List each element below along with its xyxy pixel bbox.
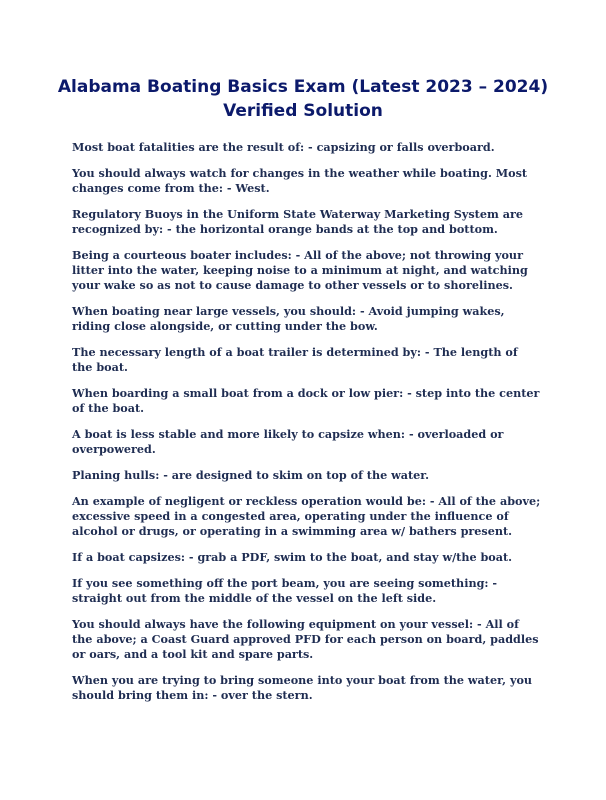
title-line-1: Alabama Boating Basics Exam (Latest 2023 – 2024) [57,77,549,97]
question-answer-item: If a boat capsizes: - grab a PDF, swim to the boat, and stay w/the boat. [72,550,513,564]
title-line-2: Verified Solution [223,101,383,121]
document-title [40,75,566,123]
question-answer-item: Being a courteous boater includes: - All of the above; not throwing your litter into the water, keeping noise to a minimum at night, and watching your wake so as not to cause damage to other vessels or to shorelines. [72,248,528,292]
question-answer-item: The necessary length of a boat trailer is determined by: - The length of the boat. [72,345,518,374]
question-answer-list [72,140,542,714]
question-answer-item: You should always watch for changes in the weather while boating. Most changes come from the: - West. [72,166,528,195]
question-answer-item: A boat is less stable and more likely to capsize when: - overloaded or overpowered. [72,427,504,456]
question-answer-item: If you see something off the port beam, you are seeing something: - straight out from the middle of the vessel on the left side. [72,576,498,605]
question-answer-item: Most boat fatalities are the result of: - capsizing or falls overboard. [72,140,495,154]
question-answer-item: Planing hulls: - are designed to skim on top of the water. [72,468,430,482]
question-answer-item: You should always have the following equipment on your vessel: - All of the above; a Coast Guard approved PFD for each person on board, paddles or oars, and a tool kit and spare parts. [72,617,539,661]
question-answer-item: When boarding a small boat from a dock or low pier: - step into the center of the boat. [72,386,540,415]
question-answer-item: When boating near large vessels, you should: - Avoid jumping wakes, riding close alongside, or cutting under the bow. [72,304,505,333]
question-answer-item: Regulatory Buoys in the Uniform State Waterway Marketing System are recognized by: - the horizontal orange bands at the top and bottom. [72,207,523,236]
question-answer-item: An example of negligent or reckless operation would be: - All of the above; excessive speed in a congested area, operating under the influence of alcohol or drugs, or operating in a swimming area w/ bathers present. [72,494,541,538]
question-answer-item: When you are trying to bring someone into your boat from the water, you should bring them in: - over the stern. [72,673,533,702]
